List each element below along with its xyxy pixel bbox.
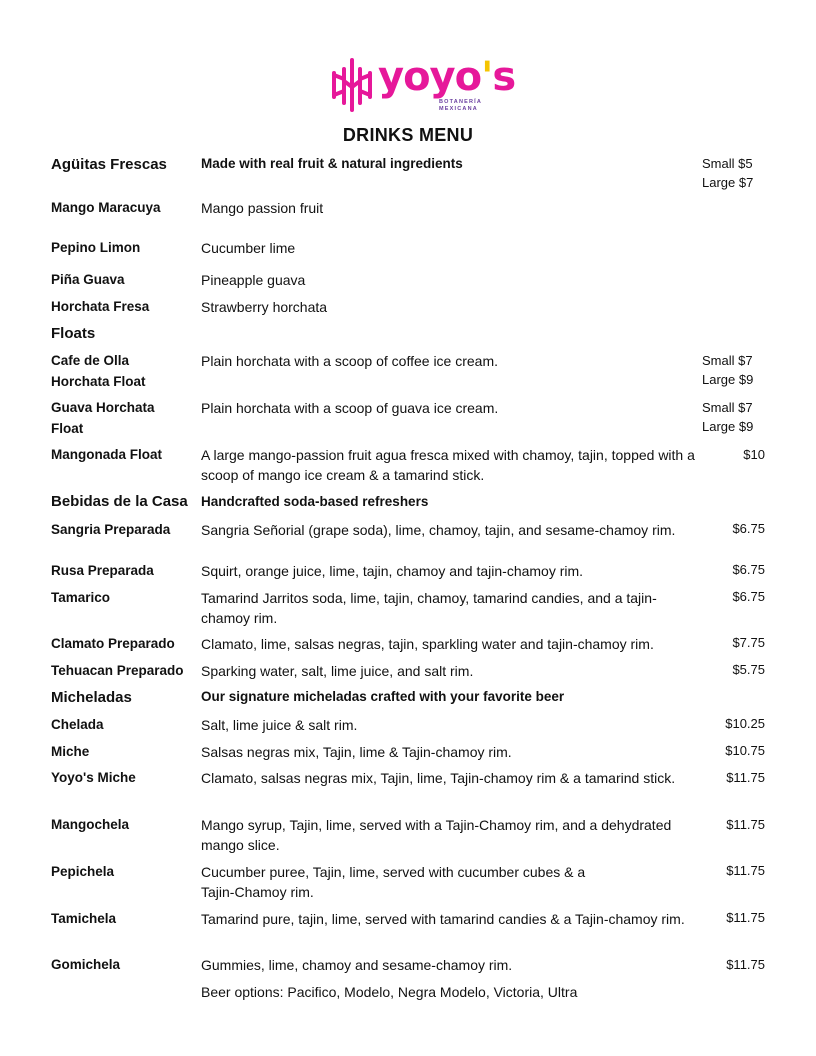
menu-item-name: Mango Maracuya <box>51 200 161 215</box>
menu-item-price: $6.75 <box>732 589 765 604</box>
menu-item-name: Mangochela <box>51 817 130 832</box>
menu-item-desc: Salt, lime juice & salt rim. <box>201 717 358 733</box>
section-subtitle-casa: Handcrafted soda-based refreshers <box>201 494 429 509</box>
beer-options-note: Beer options: Pacifico, Modelo, Negra Modelo, Victoria, Ultra <box>201 984 578 1000</box>
menu-item-desc: Mango passion fruit <box>201 200 324 216</box>
menu-item-desc: Sangria Señorial (grape soda), lime, chamoy, tajin, and sesame-chamoy rim. <box>201 522 676 538</box>
section-subtitle-micheladas: Our signature micheladas crafted with your favorite beer <box>201 689 565 704</box>
menu-item-desc: Cucumber lime <box>201 240 296 256</box>
menu-item-name: Mangonada Float <box>51 447 162 462</box>
menu-item-desc: Plain horchata with a scoop of guava ice cream. <box>201 400 499 416</box>
menu-item-name: Horchata Fresa <box>51 299 150 314</box>
brand-logo <box>328 54 516 113</box>
menu-item-desc: Sparking water, salt, lime juice, and salt rim. <box>201 663 474 679</box>
menu-item-name: Cafe de Olla <box>51 353 130 368</box>
menu-item-desc: Cucumber puree, Tajin, lime, served with cucumber cubes & a Tajin-Chamoy rim. <box>201 864 586 900</box>
logo-tagline-1: BOTANERÍA <box>439 99 483 105</box>
cactus-logo-icon <box>328 57 376 113</box>
size-price-large: Large $7 <box>702 175 754 190</box>
menu-item-desc: Pineapple guava <box>201 272 306 288</box>
menu-item-desc: Strawberry horchata <box>201 299 328 315</box>
menu-item-name-line2: Horchata Float <box>51 374 146 389</box>
menu-item-desc: A large mango-passion fruit agua fresca mixed with chamoy, tajin, topped with a scoop of mango ice cream & a tamarind stick. <box>201 447 695 483</box>
menu-item-desc: Squirt, orange juice, lime, tajin, chamoy and tajin-chamoy rim. <box>201 563 584 579</box>
menu-item-name: Rusa Preparada <box>51 563 154 578</box>
section-subtitle-aguitas: Made with real fruit & natural ingredients <box>201 156 463 171</box>
menu-item-desc: Clamato, lime, salsas negras, tajin, sparkling water and tajin-chamoy rim. <box>201 636 654 652</box>
menu-item-desc: Salsas negras mix, Tajin, lime & Tajin-chamoy rim. <box>201 744 512 760</box>
logo-tagline-2: MEXICANA <box>439 106 478 112</box>
menu-item-price: $5.75 <box>732 662 765 677</box>
menu-item-price: $11.75 <box>726 863 765 878</box>
menu-item-name: Pepichela <box>51 864 115 879</box>
size-price-small: Small $7 <box>702 400 753 415</box>
section-heading-casa: Bebidas de la Casa <box>51 493 188 510</box>
size-price-small: Small $5 <box>702 156 753 171</box>
menu-item-price: $6.75 <box>732 562 765 577</box>
menu-item-name: Miche <box>51 744 90 759</box>
menu-item-name-line2: Float <box>51 421 84 436</box>
section-heading-floats: Floats <box>51 325 96 342</box>
menu-item-name: Tehuacan Preparado <box>51 663 184 678</box>
menu-item-name: Yoyo's Miche <box>51 770 136 785</box>
section-heading-aguitas: Agüitas Frescas <box>51 156 167 173</box>
menu-item-name: Pepino Limon <box>51 240 141 255</box>
menu-item-name: Clamato Preparado <box>51 636 175 651</box>
page-title: DRINKS MENU <box>342 125 474 145</box>
menu-item-name: Sangria Preparada <box>51 522 171 537</box>
menu-item-desc: Plain horchata with a scoop of coffee ice cream. <box>201 353 499 369</box>
size-price-small: Small $7 <box>702 353 753 368</box>
menu-item-desc: Gummies, lime, chamoy and sesame-chamoy rim. <box>201 957 513 973</box>
menu-item-price: $10 <box>743 447 765 462</box>
menu-item-price: $11.75 <box>726 817 765 832</box>
menu-item-desc: Tamarind Jarritos soda, lime, tajin, chamoy, tamarind candies, and a tajin-chamoy rim. <box>201 590 657 626</box>
menu-item-price: $6.75 <box>732 521 765 536</box>
menu-item-desc: Tamarind pure, tajin, lime, served with tamarind candies & a Tajin-chamoy rim. <box>201 911 685 927</box>
menu-item-price: $11.75 <box>726 910 765 925</box>
menu-item-price: $11.75 <box>726 957 765 972</box>
menu-item-desc: Clamato, salsas negras mix, Tajin, lime, Tajin-chamoy rim & a tamarind stick. <box>201 770 676 786</box>
size-price-large: Large $9 <box>702 419 754 434</box>
menu-item-name: Gomichela <box>51 957 121 972</box>
section-heading-micheladas: Micheladas <box>51 689 132 706</box>
logo-wordmark: yoyo's <box>378 54 516 100</box>
menu-item-name: Piña Guava <box>51 272 125 287</box>
menu-item-desc: Mango syrup, Tajin, lime, served with a Tajin-Chamoy rim, and a dehydrated mango slice. <box>201 817 672 853</box>
menu-item-name: Tamarico <box>51 590 111 605</box>
menu-item-price: $10.25 <box>725 716 765 731</box>
menu-item-name: Tamichela <box>51 911 117 926</box>
menu-item-price: $11.75 <box>726 770 765 785</box>
menu-item-price: $10.75 <box>725 743 765 758</box>
menu-item-name: Chelada <box>51 717 104 732</box>
menu-item-name: Guava Horchata <box>51 400 155 415</box>
size-price-large: Large $9 <box>702 372 754 387</box>
menu-item-price: $7.75 <box>732 635 765 650</box>
